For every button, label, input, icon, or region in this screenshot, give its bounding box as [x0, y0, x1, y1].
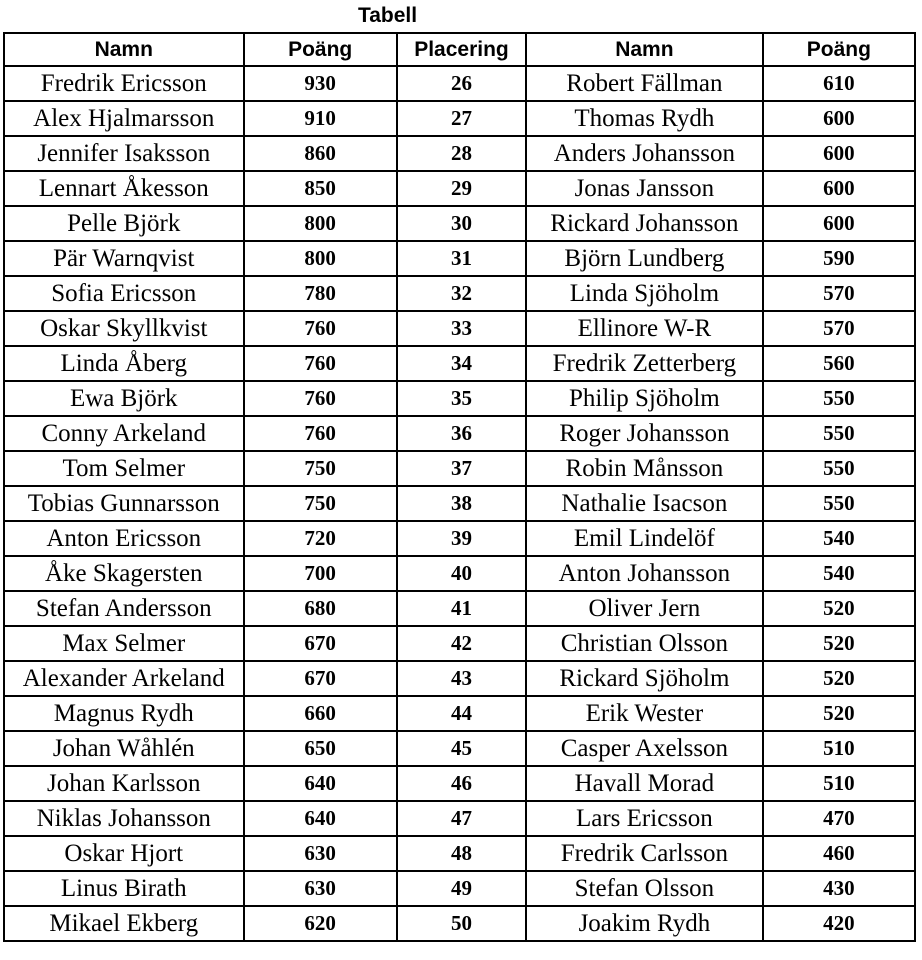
left-points-cell: 800: [244, 206, 397, 241]
table-row: [4, 766, 915, 801]
placement-cell: 41: [397, 591, 526, 626]
header-name-left: Namn: [4, 33, 244, 66]
right-name-cell: Fredrik Zetterberg: [526, 346, 763, 381]
left-name-cell: Johan Wåhlén: [4, 731, 244, 766]
table-row: [4, 836, 915, 871]
left-name-cell: Pär Warnqvist: [4, 241, 244, 276]
table-body: [4, 66, 915, 941]
table-row: [4, 276, 915, 311]
left-name-cell: Alexander Arkeland: [4, 661, 244, 696]
table-row: [4, 346, 915, 381]
right-name-cell: Casper Axelsson: [526, 731, 763, 766]
right-points-cell: 600: [763, 136, 915, 171]
left-points-cell: 850: [244, 171, 397, 206]
right-points-cell: 550: [763, 451, 915, 486]
right-points-cell: 420: [763, 906, 915, 941]
right-points-cell: 560: [763, 346, 915, 381]
table-row: [4, 381, 915, 416]
left-name-cell: Oskar Hjort: [4, 836, 244, 871]
left-name-cell: Anton Ericsson: [4, 521, 244, 556]
table-row: [4, 871, 915, 906]
left-name-cell: Tobias Gunnarsson: [4, 486, 244, 521]
left-points-cell: 780: [244, 276, 397, 311]
table-row: [4, 451, 915, 486]
left-name-cell: Ewa Björk: [4, 381, 244, 416]
left-points-cell: 640: [244, 801, 397, 836]
right-name-cell: Christian Olsson: [526, 626, 763, 661]
right-points-cell: 550: [763, 381, 915, 416]
right-name-cell: Thomas Rydh: [526, 101, 763, 136]
right-name-cell: Stefan Olsson: [526, 871, 763, 906]
header-name-right: Namn: [526, 33, 763, 66]
right-name-cell: Havall Morad: [526, 766, 763, 801]
right-name-cell: Rickard Johansson: [526, 206, 763, 241]
right-name-cell: Nathalie Isacson: [526, 486, 763, 521]
table-row: [4, 696, 915, 731]
left-name-cell: Magnus Rydh: [4, 696, 244, 731]
table-row: [4, 66, 915, 101]
right-name-cell: Robert Fällman: [526, 66, 763, 101]
right-points-cell: 550: [763, 486, 915, 521]
placement-cell: 44: [397, 696, 526, 731]
left-name-cell: Linda Åberg: [4, 346, 244, 381]
right-name-cell: Rickard Sjöholm: [526, 661, 763, 696]
right-points-cell: 520: [763, 591, 915, 626]
right-name-cell: Anton Johansson: [526, 556, 763, 591]
table-row: [4, 591, 915, 626]
placement-cell: 36: [397, 416, 526, 451]
placement-cell: 40: [397, 556, 526, 591]
right-points-cell: 470: [763, 801, 915, 836]
right-points-cell: 540: [763, 556, 915, 591]
left-points-cell: 670: [244, 626, 397, 661]
table-row: [4, 311, 915, 346]
placement-cell: 35: [397, 381, 526, 416]
placement-cell: 31: [397, 241, 526, 276]
left-name-cell: Åke Skagersten: [4, 556, 244, 591]
left-name-cell: Lennart Åkesson: [4, 171, 244, 206]
header-placement: Placering: [397, 33, 526, 66]
left-name-cell: Tom Selmer: [4, 451, 244, 486]
placement-cell: 42: [397, 626, 526, 661]
placement-cell: 28: [397, 136, 526, 171]
table-row: [4, 101, 915, 136]
placement-cell: 26: [397, 66, 526, 101]
header-row: [4, 33, 915, 66]
right-name-cell: Roger Johansson: [526, 416, 763, 451]
table-row: [4, 136, 915, 171]
left-name-cell: Niklas Johansson: [4, 801, 244, 836]
left-points-cell: 860: [244, 136, 397, 171]
table-row: [4, 171, 915, 206]
placement-cell: 38: [397, 486, 526, 521]
right-name-cell: Philip Sjöholm: [526, 381, 763, 416]
left-points-cell: 680: [244, 591, 397, 626]
placement-cell: 48: [397, 836, 526, 871]
table-title: Tabell: [357, 4, 418, 27]
left-points-cell: 670: [244, 661, 397, 696]
right-points-cell: 540: [763, 521, 915, 556]
standings-table: [3, 32, 916, 942]
left-name-cell: Sofia Ericsson: [4, 276, 244, 311]
table-row: [4, 626, 915, 661]
placement-cell: 32: [397, 276, 526, 311]
left-name-cell: Mikael Ekberg: [4, 906, 244, 941]
table-row: [4, 486, 915, 521]
left-points-cell: 700: [244, 556, 397, 591]
left-name-cell: Jennifer Isaksson: [4, 136, 244, 171]
right-name-cell: Oliver Jern: [526, 591, 763, 626]
left-points-cell: 660: [244, 696, 397, 731]
right-name-cell: Robin Månsson: [526, 451, 763, 486]
table-row: [4, 416, 915, 451]
right-points-cell: 520: [763, 696, 915, 731]
left-points-cell: 910: [244, 101, 397, 136]
right-points-cell: 600: [763, 206, 915, 241]
right-name-cell: Ellinore W-R: [526, 311, 763, 346]
table-row: [4, 906, 915, 941]
left-points-cell: 640: [244, 766, 397, 801]
left-points-cell: 620: [244, 906, 397, 941]
left-name-cell: Alex Hjalmarsson: [4, 101, 244, 136]
right-name-cell: Lars Ericsson: [526, 801, 763, 836]
placement-cell: 34: [397, 346, 526, 381]
right-points-cell: 510: [763, 766, 915, 801]
left-name-cell: Pelle Björk: [4, 206, 244, 241]
left-points-cell: 930: [244, 66, 397, 101]
left-points-cell: 760: [244, 416, 397, 451]
right-points-cell: 570: [763, 276, 915, 311]
table-row: [4, 731, 915, 766]
left-name-cell: Stefan Andersson: [4, 591, 244, 626]
right-name-cell: Jonas Jansson: [526, 171, 763, 206]
right-name-cell: Emil Lindelöf: [526, 521, 763, 556]
right-name-cell: Linda Sjöholm: [526, 276, 763, 311]
placement-cell: 29: [397, 171, 526, 206]
right-points-cell: 550: [763, 416, 915, 451]
left-name-cell: Oskar Skyllkvist: [4, 311, 244, 346]
placement-cell: 47: [397, 801, 526, 836]
left-points-cell: 750: [244, 451, 397, 486]
header-points-left: Poäng: [244, 33, 397, 66]
placement-cell: 46: [397, 766, 526, 801]
placement-cell: 39: [397, 521, 526, 556]
left-points-cell: 750: [244, 486, 397, 521]
placement-cell: 33: [397, 311, 526, 346]
placement-cell: 50: [397, 906, 526, 941]
left-points-cell: 720: [244, 521, 397, 556]
right-name-cell: Björn Lundberg: [526, 241, 763, 276]
left-points-cell: 630: [244, 836, 397, 871]
left-name-cell: Conny Arkeland: [4, 416, 244, 451]
right-points-cell: 510: [763, 731, 915, 766]
right-points-cell: 460: [763, 836, 915, 871]
right-points-cell: 600: [763, 171, 915, 206]
placement-cell: 27: [397, 101, 526, 136]
left-points-cell: 800: [244, 241, 397, 276]
right-points-cell: 520: [763, 626, 915, 661]
left-points-cell: 760: [244, 311, 397, 346]
left-points-cell: 630: [244, 871, 397, 906]
right-points-cell: 590: [763, 241, 915, 276]
placement-cell: 43: [397, 661, 526, 696]
left-points-cell: 760: [244, 381, 397, 416]
placement-cell: 37: [397, 451, 526, 486]
table-row: [4, 556, 915, 591]
header-points-right: Poäng: [763, 33, 915, 66]
right-name-cell: Anders Johansson: [526, 136, 763, 171]
left-points-cell: 760: [244, 346, 397, 381]
left-name-cell: Linus Birath: [4, 871, 244, 906]
right-points-cell: 430: [763, 871, 915, 906]
table-row: [4, 661, 915, 696]
placement-cell: 49: [397, 871, 526, 906]
right-points-cell: 570: [763, 311, 915, 346]
left-name-cell: Max Selmer: [4, 626, 244, 661]
table-row: [4, 206, 915, 241]
table-row: [4, 801, 915, 836]
placement-cell: 45: [397, 731, 526, 766]
table-row: [4, 521, 915, 556]
right-name-cell: Erik Wester: [526, 696, 763, 731]
left-name-cell: Fredrik Ericsson: [4, 66, 244, 101]
right-name-cell: Fredrik Carlsson: [526, 836, 763, 871]
placement-cell: 30: [397, 206, 526, 241]
right-points-cell: 520: [763, 661, 915, 696]
left-points-cell: 650: [244, 731, 397, 766]
right-points-cell: 610: [763, 66, 915, 101]
left-name-cell: Johan Karlsson: [4, 766, 244, 801]
right-points-cell: 600: [763, 101, 915, 136]
right-name-cell: Joakim Rydh: [526, 906, 763, 941]
table-row: [4, 241, 915, 276]
